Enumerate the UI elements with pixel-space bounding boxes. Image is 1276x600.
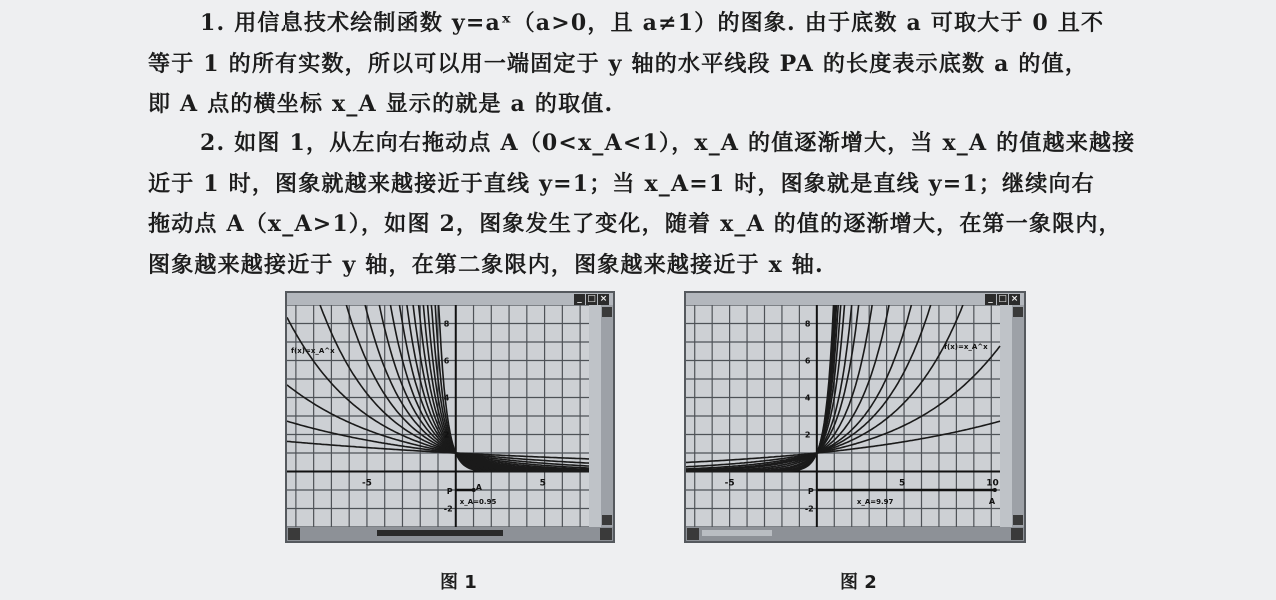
point-p-label: P: [446, 487, 453, 496]
vertical-scrollbar[interactable]: [1012, 305, 1024, 527]
minimize-icon[interactable]: _: [574, 294, 585, 305]
y-tick-label: 4: [443, 393, 450, 403]
draggable-point-a: [472, 488, 476, 492]
scrollbar-thumb[interactable]: [377, 530, 503, 536]
point-a-label: A: [475, 483, 482, 492]
graph-canvas[interactable]: [686, 305, 1012, 527]
text-line: 2. 如图 1，从左向右拖动点 A（0<x_A<1），x_A 的值逐渐增大，当 x_A 的值越来越接: [200, 130, 1136, 156]
figure-2-caption: 图 2: [840, 572, 877, 593]
text-line: 图象越来越接近于 y 轴，在第二象限内，图象越来越接近于 x 轴.: [148, 251, 824, 278]
horizontal-scrollbar[interactable]: [686, 527, 1024, 541]
window-titlebar[interactable]: [287, 293, 613, 305]
graph-window-figure-2: [684, 291, 1026, 543]
paragraph-1: [148, 2, 1178, 124]
y-tick-label: -2: [804, 504, 814, 514]
resize-corner-icon[interactable]: [1011, 528, 1023, 540]
text-line: 近于 1 时，图象就越来越接近于直线 y=1；当 x_A=1 时，图象就是直线 y=1；继续向右: [148, 170, 1095, 197]
draggable-point-a: [993, 488, 997, 492]
point-p-label: P: [807, 487, 814, 496]
graph-window-figure-1: [285, 291, 615, 543]
window-titlebar[interactable]: [686, 293, 1024, 305]
x-tick-label: 10: [986, 478, 999, 489]
y-tick-label: 8: [804, 319, 811, 329]
function-label: f(x)=x_A^x: [291, 347, 335, 355]
point-a-label: A: [988, 497, 996, 506]
text-line: 1. 用信息技术绘制函数 y=aˣ（a>0，且 a≠1）的图象. 由于底数 a 可取大于 0 且不: [200, 10, 1105, 36]
resize-corner-icon[interactable]: [600, 528, 612, 540]
scrollbar-thumb[interactable]: [702, 530, 772, 536]
scroll-up-icon[interactable]: [1013, 307, 1023, 317]
slider-value-label: x_A=0.95: [459, 498, 497, 506]
slider-value-label: x_A=9.97: [856, 498, 894, 506]
figure-1-caption: 图 1: [440, 572, 477, 593]
y-tick-label: -2: [443, 504, 453, 514]
scroll-down-icon[interactable]: [1013, 515, 1023, 525]
maximize-icon[interactable]: □: [998, 294, 1007, 304]
y-tick-label: 8: [443, 319, 450, 329]
y-tick-label: 2: [804, 430, 811, 440]
x-tick-label: 5: [899, 478, 906, 489]
scroll-left-icon[interactable]: [687, 528, 699, 540]
close-icon[interactable]: ×: [599, 294, 608, 304]
close-icon[interactable]: ×: [1010, 294, 1019, 304]
x-tick-label: -5: [361, 478, 372, 489]
scroll-left-icon[interactable]: [288, 528, 300, 540]
text-line: 等于 1 的所有实数，所以可以用一端固定于 y 轴的水平线段 PA 的长度表示底数 a 的值，: [148, 50, 1089, 77]
y-tick-label: 6: [443, 356, 450, 366]
maximize-icon[interactable]: □: [587, 294, 596, 304]
scroll-up-icon[interactable]: [602, 307, 612, 317]
scroll-down-icon[interactable]: [602, 515, 612, 525]
text-line: 即 A 点的横坐标 x_A 显示的就是 a 的取值.: [148, 91, 614, 117]
paragraph-2: [148, 122, 1178, 284]
y-tick-label: 6: [804, 356, 811, 366]
minimize-icon[interactable]: _: [985, 294, 996, 305]
horizontal-scrollbar[interactable]: [287, 527, 613, 541]
vertical-scrollbar[interactable]: [601, 305, 613, 527]
y-tick-label: 2: [443, 430, 450, 440]
function-label: f(x)=x_A^x: [944, 343, 988, 351]
y-tick-label: 4: [804, 393, 811, 403]
text-line: 拖动点 A（x_A>1），如图 2，图象发生了变化，随着 x_A 的值的逐渐增大，在第一象限内，: [148, 211, 1122, 237]
graph-canvas[interactable]: [287, 305, 601, 527]
x-tick-label: 5: [539, 478, 546, 489]
x-tick-label: -5: [724, 478, 735, 489]
